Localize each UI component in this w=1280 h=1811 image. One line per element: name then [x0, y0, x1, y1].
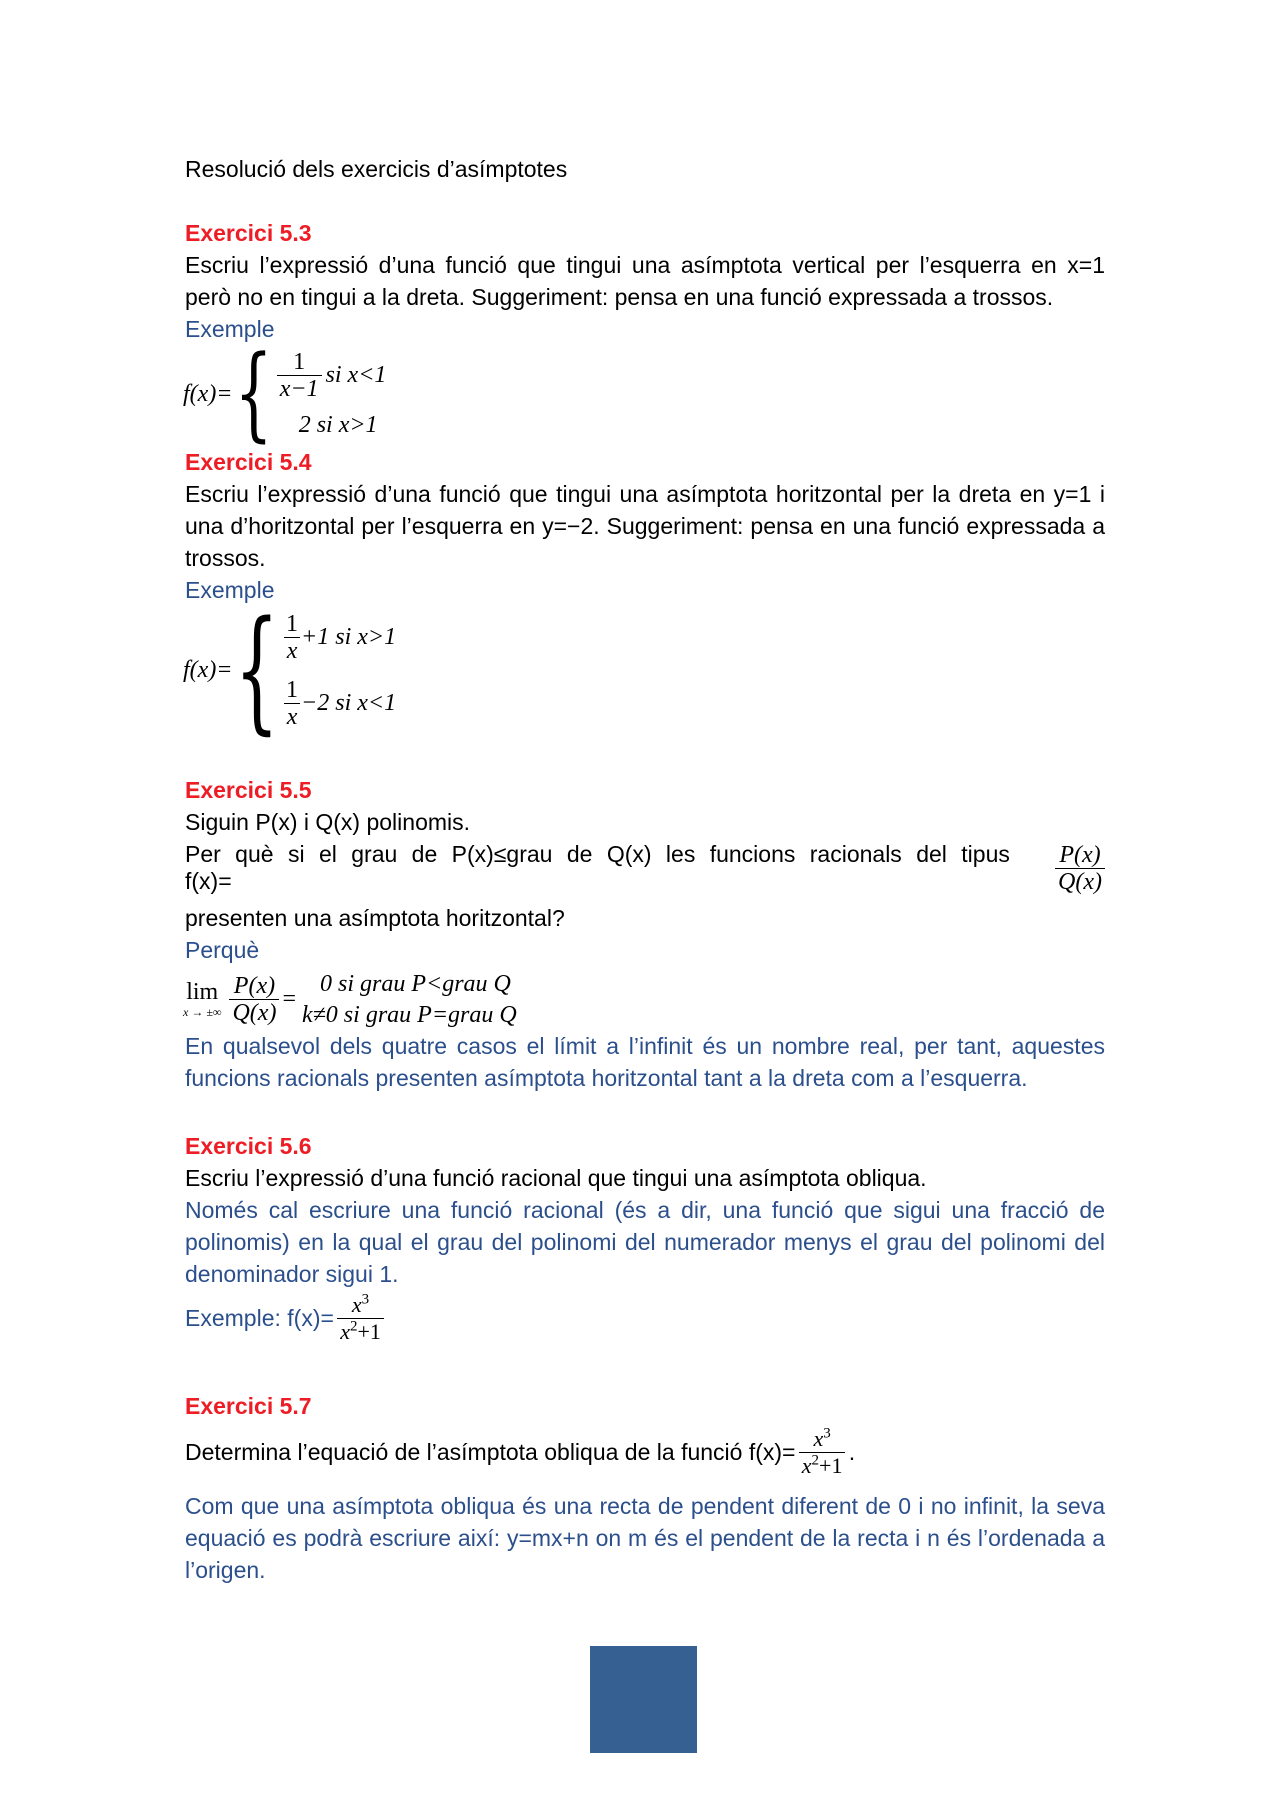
answer-text: Com que una asímptota obliqua és una recta de pendent diferent de 0 i no infinit, la seva equació es podrà escriure així: y=mx+n on m és el pendent de la recta i n és l’ordenada a l’origen. — [185, 1493, 1105, 1583]
case-row: 0 si grau P<grau Q — [319, 970, 511, 997]
case-row — [277, 412, 387, 439]
denominator: Q(x) — [1055, 868, 1105, 895]
left-brace-icon: { — [234, 334, 273, 454]
numerator: 1 — [286, 610, 299, 637]
exercise-5-3 — [185, 217, 1105, 345]
case-row — [283, 677, 396, 730]
limit — [183, 979, 221, 1019]
denominator: x — [284, 637, 301, 664]
numerator: 1 — [293, 349, 306, 375]
fraction — [334, 1292, 387, 1345]
denominator-rest: +1 — [819, 1452, 843, 1478]
numerator: 1 — [286, 676, 299, 703]
exercise-5-7-answer — [185, 1490, 1105, 1586]
denominator-exponent: 2 — [811, 1452, 820, 1469]
exercise-heading: Exercici 5.6 — [185, 1133, 312, 1159]
example-prefix: Exemple: f(x)= — [185, 1304, 334, 1331]
statement-suffix: . — [848, 1438, 856, 1465]
cases — [277, 344, 387, 444]
fraction — [795, 1426, 848, 1479]
formula-lhs: f(x)= — [183, 656, 233, 683]
denominator-base: x — [340, 1318, 350, 1344]
denominator-base: x — [801, 1452, 812, 1478]
exercise-heading: Exercici 5.7 — [185, 1393, 312, 1419]
title-block — [185, 153, 1105, 185]
example-formula — [185, 1286, 387, 1350]
denominator-rest: +1 — [357, 1318, 381, 1344]
limit-subscript: x → ±∞ — [183, 1005, 222, 1019]
limit-operator: lim — [186, 979, 219, 1005]
denominator: x−1 — [277, 375, 322, 402]
example-label: Exemple — [185, 316, 275, 342]
fraction — [1055, 842, 1105, 895]
cases — [302, 968, 517, 1030]
exercise-statement: Escriu l’expressió d’una funció que tingui una asímptota horitzontal per la dreta en y=1 i una d’horitzontal per l’esquerra en y=−2. Suggeriment: pensa en una funció expressada a trossos. — [185, 481, 1105, 571]
exercise-5-5 — [185, 774, 1105, 838]
fraction — [283, 677, 301, 730]
exercise-statement: Determina l’equació de l’asímptota obliqua de la funció f(x)= — [185, 1438, 796, 1465]
exercise-statement: Escriu l’expressió d’una funció que tingui una asímptota vertical per l’esquerra en x=1 però no en tingui a la dreta. Suggeriment: pensa en una funció expressada a trossos. — [185, 252, 1105, 310]
case-row: k≠0 si grau P=grau Q — [301, 1001, 517, 1028]
exercise-question — [185, 837, 1105, 899]
denominator: Q(x) — [229, 999, 279, 1026]
numerator — [795, 1426, 848, 1452]
answer-label: Perquè — [185, 937, 260, 963]
numerator — [334, 1292, 387, 1318]
exercise-statement: Siguin P(x) i Q(x) polinomis. — [185, 809, 471, 835]
condition: 2 si x>1 — [298, 412, 378, 438]
numerator-base: x — [351, 1291, 362, 1317]
numerator: P(x) — [233, 972, 276, 999]
exercise-heading: Exercici 5.4 — [185, 449, 312, 475]
page-title: Resolució dels exercicis d’asímptotes — [185, 156, 568, 182]
denominator — [799, 1452, 846, 1479]
numerator-exponent: 3 — [361, 1291, 370, 1308]
answer-text: En qualsevol dels quatre casos el límit a l’infinit és un nombre real, per tant, aquestes funcions racionals presenten asímptota horitzontal tant a la dreta com a l’esquerra. — [185, 1033, 1105, 1091]
denominator: x — [284, 703, 301, 730]
equals-sign: = — [282, 985, 296, 1012]
case-row — [283, 611, 396, 664]
denominator-exponent: 2 — [349, 1318, 358, 1335]
exercise-heading: Exercici 5.3 — [185, 220, 312, 246]
limit-formula — [183, 966, 517, 1032]
exercise-5-5-answer — [185, 1030, 1105, 1094]
case-expression: +1 si x>1 — [301, 623, 397, 650]
exercise-5-6 — [185, 1130, 1105, 1290]
example-label: Exemple — [185, 577, 275, 603]
piecewise-5-3 — [183, 334, 387, 454]
condition: si x<1 — [325, 362, 387, 388]
fraction — [277, 349, 322, 402]
formula-lhs: f(x)= — [183, 380, 233, 407]
denominator — [337, 1318, 384, 1345]
cases — [283, 604, 396, 736]
fraction — [229, 973, 279, 1026]
exercise-5-4 — [185, 446, 1105, 606]
exercise-5-5-continued — [185, 902, 1105, 966]
left-brace-icon: { — [234, 592, 280, 748]
fraction — [283, 611, 301, 664]
numerator-exponent: 3 — [823, 1425, 831, 1442]
answer-text: Només cal escriure una funció racional (és a dir, una funció que sigui una fracció de polinomis) en la qual el grau del polinomi del numerador menys el grau del polinomi del denominador sigui 1. — [185, 1197, 1105, 1287]
footer-page-box — [590, 1646, 697, 1753]
numerator: P(x) — [1059, 841, 1101, 868]
exercise-statement: presenten una asímptota horitzontal? — [185, 905, 565, 931]
exercise-5-7 — [185, 1390, 1105, 1422]
exercise-statement-row — [185, 1420, 855, 1484]
case-row — [277, 349, 387, 402]
case-expression: −2 si x<1 — [301, 689, 397, 716]
piecewise-5-4 — [183, 592, 397, 748]
exercise-statement: Escriu l’expressió d’una funció racional que tingui una asímptota obliqua. — [185, 1165, 927, 1191]
numerator-base: x — [813, 1425, 824, 1451]
exercise-heading: Exercici 5.5 — [185, 777, 312, 803]
question-text: Per què si el grau de P(x)≤grau de Q(x) les funcions racionals del tipus f(x)= — [185, 841, 1010, 894]
